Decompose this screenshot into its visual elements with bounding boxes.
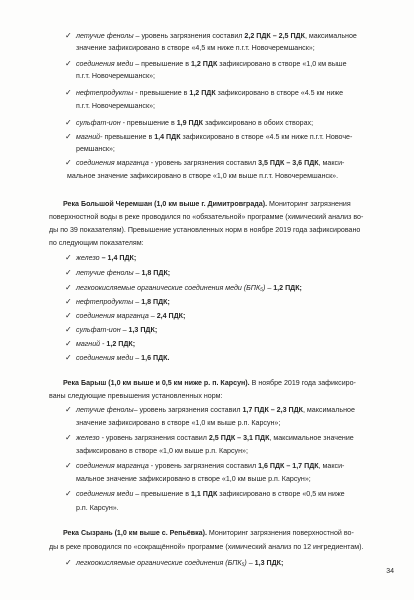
list-item: ✓ легкоокисляемые органические соединения меди (БПК₅) – 1,2 ПДК; [65, 283, 302, 292]
checkmark-icon: ✓ [65, 31, 72, 40]
item-line: соединения меди – превышение в 1,2 ПДК зафиксировано в створе «1,0 км выше [76, 60, 347, 68]
item-line: значение зафиксировано в створе «4,5 км ниже п.г.т. Новочеремшанск»; [76, 44, 315, 52]
checkmark-icon: ✓ [65, 325, 72, 334]
item-line: зафиксировано в створе «1,0 км выше р.п. Карсун»; [76, 447, 248, 455]
checkmark-icon: ✓ [65, 489, 72, 498]
paragraph-line: Река Барыш (1,0 км выше и 0,5 км ниже р. п. Карсун). В ноябре 2019 года зафиксиро- [63, 379, 356, 387]
paragraph-line: ваны следующие превышения установленных норм: [49, 392, 223, 400]
paragraph-line: поверхностной воды в реке проводился по «обязательной» программе (химический анализ во- [49, 213, 364, 221]
checkmark-icon: ✓ [65, 405, 72, 414]
page-number: 34 [386, 568, 394, 575]
item-line: соединения меди – превышение в 1,1 ПДК зафиксировано в створе «0,5 км ниже [76, 490, 345, 498]
checkmark-icon: ✓ [65, 433, 72, 442]
list-item: ✓ магний - 1,2 ПДК; [65, 339, 136, 348]
item-line: соединения марганца - уровень загрязнения составил 1,6 ПДК – 1,7 ПДК, макси- [76, 462, 345, 470]
checkmark-icon: ✓ [65, 461, 72, 470]
checkmark-icon: ✓ [65, 297, 72, 306]
list-item [65, 88, 344, 98]
item-line: соединения марганца - уровень загрязнения составил 3,5 ПДК – 3,6 ПДК, макси- [76, 159, 345, 167]
list-item [65, 132, 353, 142]
paragraph-line: Река Сызрань (1,0 км выше с. Репьёвка). Мониторинг загрязнения поверхностной во- [63, 529, 354, 537]
checkmark-icon: ✓ [65, 558, 72, 567]
list-item: ✓ соединения марганца – 2,4 ПДК; [65, 311, 186, 320]
list-item: ✓ нефтепродукты – 1,8 ПДК; [65, 297, 170, 306]
paragraph-line: ды по 39 показателям). Превышение установленных норм в ноябре 2019 года зафиксировано [49, 226, 361, 234]
list-item [65, 158, 345, 168]
list-item [65, 461, 345, 471]
checkmark-icon: ✓ [65, 353, 72, 362]
checkmark-icon: ✓ [65, 311, 72, 320]
paragraph-line: Река Большой Черемшан (1,0 км выше г. Димитровграда). Мониторинг загрязнения [63, 200, 351, 208]
list-item [65, 405, 355, 415]
paragraph-line: по следующим показателям: [49, 239, 144, 247]
list-item: ✓ легкоокисляемые органические соединения (БПК₅) – 1,3 ПДК; [65, 558, 284, 567]
checkmark-icon: ✓ [65, 88, 72, 97]
item-line: значение зафиксировано в створе «1,0 км выше р.п. Карсун»; [76, 419, 281, 427]
checkmark-icon: ✓ [65, 59, 72, 68]
checkmark-icon: ✓ [65, 118, 72, 127]
list-item: ✓ соединения меди – 1,6 ПДК. [65, 353, 170, 362]
item-line: железо - уровень загрязнения составил 2,5 ПДК – 3,1 ПДК, максимальное значение [76, 434, 354, 442]
item-line: мальное значение зафиксировано в створе «1,0 км выше п.г.т. Новочеремшанск». [67, 172, 339, 180]
list-item: ✓ железо – 1,4 ПДК; [65, 253, 137, 262]
item-line: сульфат-ион - превышение в 1,9 ПДК зафиксировано в обоих створах; [76, 119, 314, 127]
item-line: мальное значение зафиксировано в створе «1,0 км выше р.п. Карсун»; [76, 475, 311, 483]
item-line: п.г.т. Новочеремшанск»; [76, 102, 155, 110]
list-item [65, 118, 314, 128]
list-item: ✓ сульфат-ион – 1,3 ПДК; [65, 325, 158, 334]
item-line: ремшанск»; [76, 145, 115, 153]
checkmark-icon: ✓ [65, 268, 72, 277]
item-line: летучие фенолы– уровень загрязнения составил 1,7 ПДК – 2,3 ПДК, максимальное [76, 406, 355, 414]
checkmark-icon: ✓ [65, 158, 72, 167]
list-item [65, 31, 357, 41]
item-line: р.п. Карсун». [76, 504, 119, 512]
checkmark-icon: ✓ [65, 132, 72, 141]
checkmark-icon: ✓ [65, 339, 72, 348]
list-item [65, 433, 354, 443]
list-item [65, 489, 345, 499]
item-line: летучие фенолы – уровень загрязнения составил 2,2 ПДК – 2,5 ПДК, максимальное [76, 32, 357, 40]
item-line: нефтепродукты - превышение в 1,2 ПДК зафиксировано в створе «4.5 км ниже [76, 89, 344, 97]
paragraph-line: ды в реке проводился по «сокращённой» программе (химический анализ по 12 ингредиентам). [49, 543, 364, 551]
item-line: магний- превышение в 1,4 ПДК зафиксировано в створе «4.5 км ниже п.г.т. Новоче- [76, 133, 353, 141]
checkmark-icon: ✓ [65, 283, 72, 292]
list-item [65, 59, 347, 69]
list-item: ✓ летучие фенолы – 1,8 ПДК; [65, 268, 171, 277]
item-line: п.г.т. Новочеремшанск»; [76, 72, 155, 80]
checkmark-icon: ✓ [65, 253, 72, 262]
